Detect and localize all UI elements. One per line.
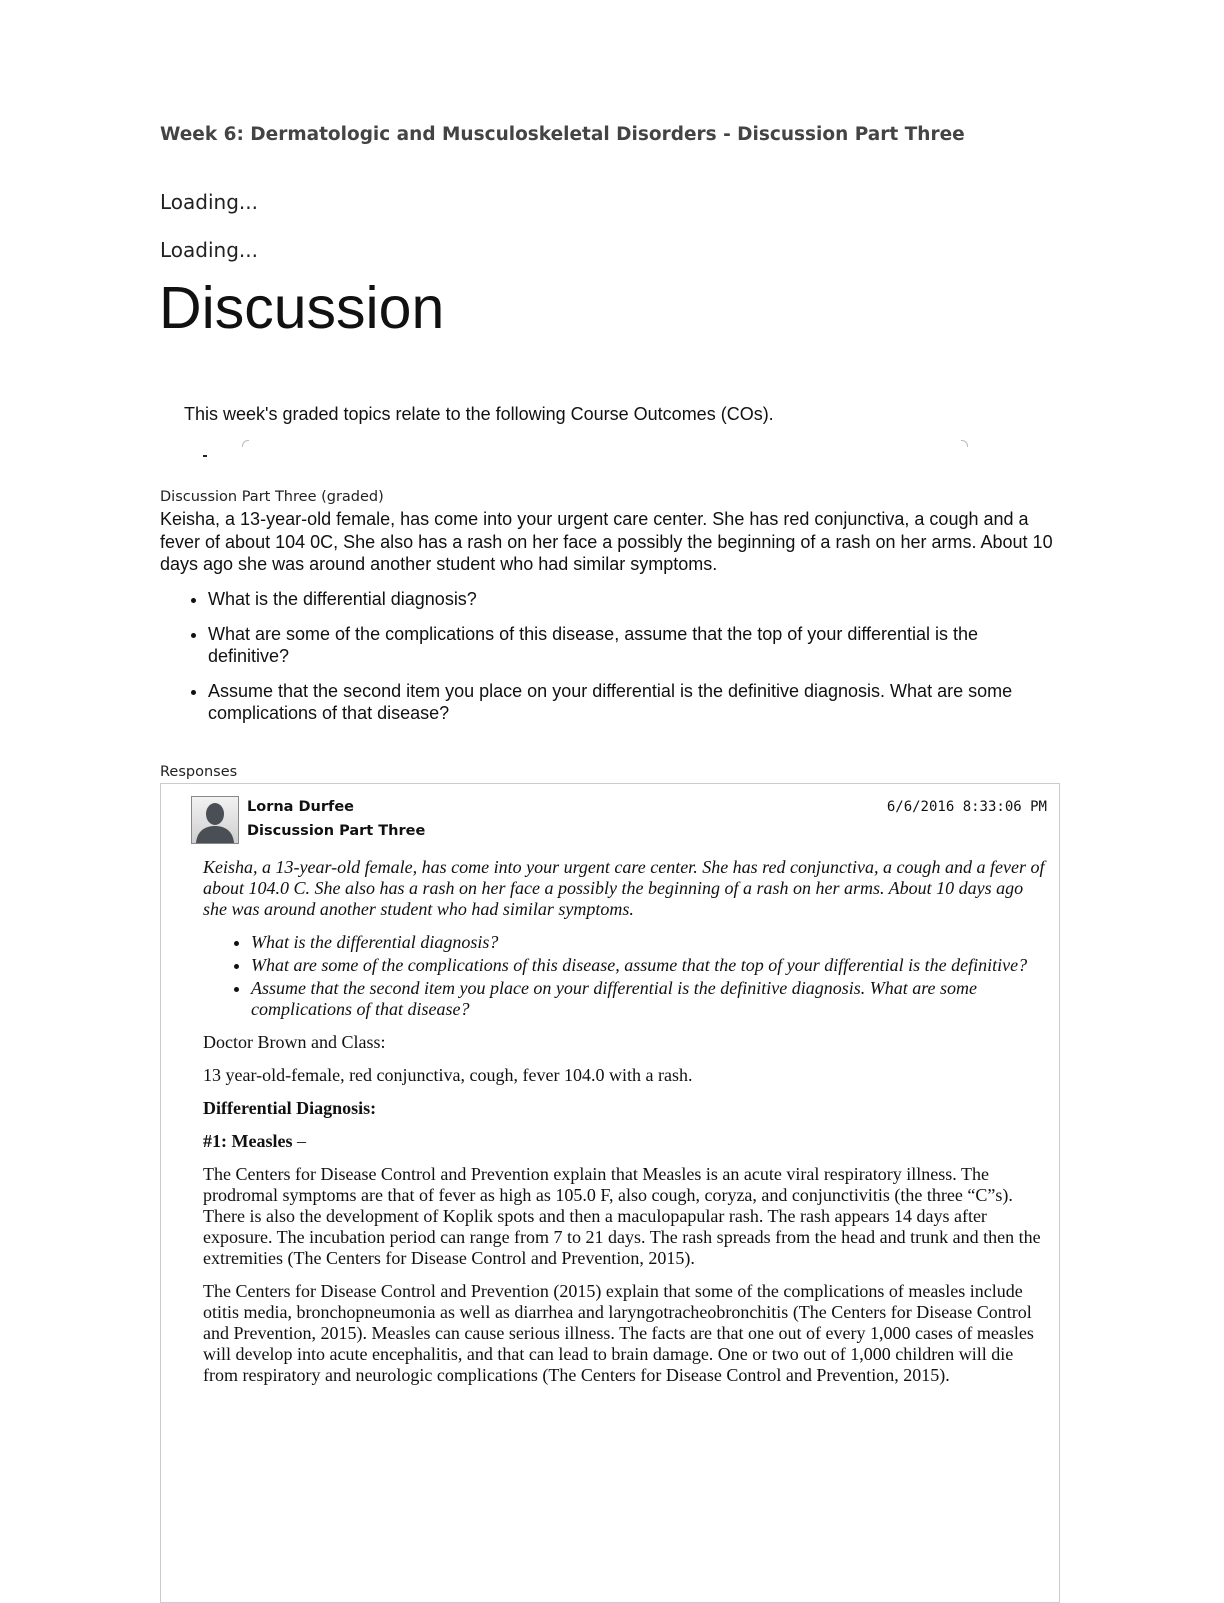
post-timestamp: 6/6/2016 8:33:06 PM (886, 799, 1047, 815)
case-summary: 13 year-old-female, red conjunctiva, cough, fever 104.0 with a rash. (203, 1065, 693, 1085)
avatar[interactable] (191, 796, 239, 844)
post-greeting: Doctor Brown and Class: (203, 1032, 386, 1052)
question-item: • Assume that the second item you place on your differential is the definitive diagnosis. What are some complications of that disease? (208, 680, 1060, 725)
quoted-question-list (203, 932, 1049, 1020)
panel-corner-left (242, 440, 249, 447)
discussion-part-label: Discussion Part Three (graded) (160, 489, 384, 505)
post-subject[interactable]: Discussion Part Three (247, 823, 426, 839)
course-outcomes-text: This week's graded topics relate to the following Course Outcomes (COs). (184, 404, 774, 424)
discussion-prompt: Keisha, a 13-year-old female, has come into your urgent care center. She has red conjunctiva, a cough and a fever of about 104 0C, She also has a rash on her face a possibly the beginning of a rash on her arms. About 10 days ago she was around another student who had similar symptoms. (160, 509, 1053, 574)
question-item: • What is the differential diagnosis? (208, 588, 1060, 611)
differential-heading: Differential Diagnosis: (203, 1098, 377, 1118)
course-outcomes-panel (242, 440, 968, 450)
question-item: • What are some of the complications of this disease, assume that the top of your differential is the definitive? (208, 623, 1060, 668)
quoted-question: • What are some of the complications of this disease, assume that the top of your differential is the definitive? (251, 955, 1049, 976)
quoted-prompt: Keisha, a 13-year-old female, has come into your urgent care center. She has red conjunctiva, a cough and a fever of about 104.0 C. She also has a rash on her face a possibly the beginning of a rash on her arms. About 10 days ago she was around another student who had similar symptoms. (203, 857, 1045, 919)
loading-indicator-1: Loading... (160, 190, 258, 214)
user-silhouette-icon (192, 797, 238, 843)
collapsed-list-marker (203, 455, 207, 457)
week-title: Week 6: Dermatologic and Musculoskeletal Disorders - Discussion Part Three (160, 124, 965, 145)
post-body (203, 857, 1049, 1398)
panel-corner-right (961, 440, 968, 447)
loading-indicator-2: Loading... (160, 238, 258, 262)
differential-item-1 (203, 1131, 1049, 1152)
item-1-heading: #1: Measles (203, 1131, 293, 1151)
post-author[interactable]: Lorna Durfee (247, 799, 354, 815)
response-post (160, 783, 1060, 1603)
quoted-question: • Assume that the second item you place on your differential is the definitive diagnosis. What are some complications of that disease? (251, 978, 1049, 1020)
measles-paragraph-2: The Centers for Disease Control and Prevention (2015) explain that some of the complications of measles include otitis media, bronchopneumonia as well as diarrhea and laryngotracheobronchitis (The Centers for Disease Control and Prevention, 2015). Measles can cause serious illness. The facts are that one out of every 1,000 cases of measles will develop into acute encephalitis, and that can lead to brain damage. One or two out of 1,000 children will die from respiratory and neurologic complications (The Centers for Disease Control and Prevention, 2015). (203, 1281, 1034, 1385)
item-1-dash: – (292, 1131, 306, 1151)
responses-label: Responses (160, 764, 238, 780)
page-heading: Discussion (159, 275, 445, 341)
question-list (160, 588, 1060, 737)
quoted-question: • What is the differential diagnosis? (251, 932, 1049, 953)
measles-paragraph-1: The Centers for Disease Control and Prevention explain that Measles is an acute viral respiratory illness. The prodromal symptoms are that of fever as high as 105.0 F, also cough, coryza, and conjunctivitis (the three “C”s). There is also the development of Koplik spots and then a maculopapular rash. The rash appears 14 days after exposure. The incubation period can range from 7 to 21 days. The rash spreads from the head and trunk and then the extremities (The Centers for Disease Control and Prevention, 2015). (203, 1164, 1041, 1268)
